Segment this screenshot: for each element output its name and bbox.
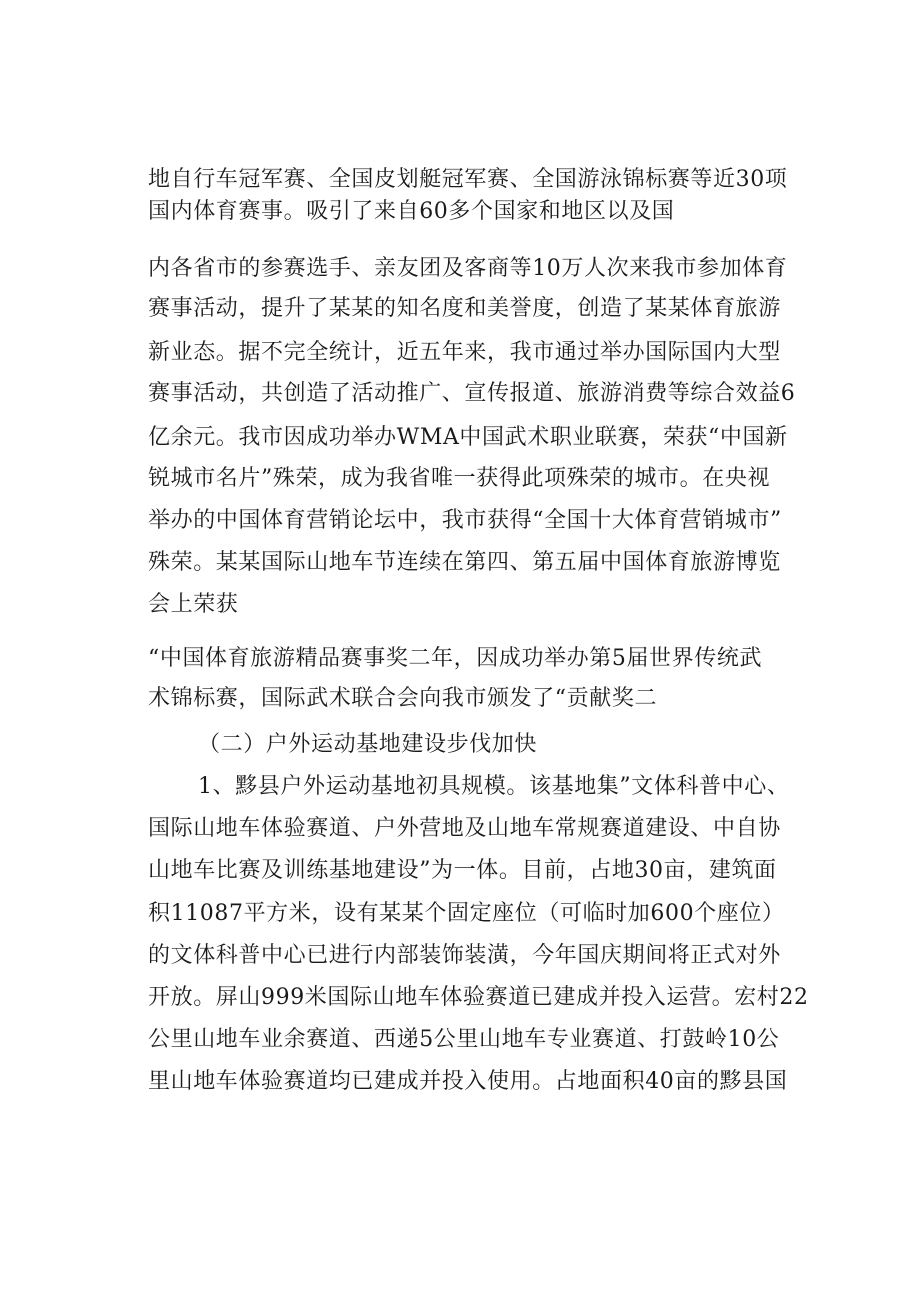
text-line-20: 开放。屏山999米国际山地车体验赛道已建成并投入运营。宏村22 (148, 985, 809, 1010)
text-line-13: 术锦标赛，国际武术联合会向我市颁发了“贡献奖二 (148, 686, 658, 711)
text-line-9: 举办的中国体育营销论坛中，我市获得“全国十大体育营销城市” (148, 508, 782, 533)
text-line-5: 新业态。据不完全统计，近五年来，我市通过举办国际国内大型 (148, 340, 781, 365)
text-line-7: 亿余元。我市因成功举办WMA中国武术职业联赛，荣获“中国新 (148, 425, 788, 450)
text-line-21: 公里山地车业余赛道、西递5公里山地车专业赛道、打鼓岭10公 (148, 1027, 780, 1052)
text-line-8: 锐城市名片”殊荣，成为我省唯一获得此项殊荣的城市。在央视 (148, 466, 771, 491)
section-heading: （二）户外运动基地建设步伐加快 (198, 732, 538, 757)
text-line-17: 山地车比赛及训练基地建设”为一体。目前，占地30亩，建筑面 (148, 858, 777, 883)
text-line-19: 的文体科普中心已进行内部装饰装潢，今年国庆期间将正式对外 (148, 943, 781, 968)
text-line-6: 赛事活动，共创造了活动推广、宣传报道、旅游消费等综合效益6 (148, 381, 796, 406)
text-line-16: 国际山地车体验赛道、户外营地及山地车常规赛道建设、中自协 (148, 816, 781, 841)
text-line-22: 里山地车体验赛道均已建成并投入使用。占地面积40亩的黟县国 (148, 1069, 788, 1094)
text-line-4: 赛事活动，提升了某某的知名度和美誉度，创造了某某体育旅游 (148, 296, 781, 321)
text-line-10: 殊荣。某某国际山地车节连续在第四、第五届中国体育旅游博览 (148, 550, 781, 575)
text-line-12: “中国体育旅游精品赛事奖二年，因成功举办第5届世界传统武 (148, 646, 763, 671)
text-line-15: 1、黟县户外运动基地初具规模。该基地集”文体科普中心、 (198, 774, 790, 799)
text-line-11: 会上荣获 (148, 592, 239, 617)
text-line-2: 国内体育赛事。吸引了来自60多个国家和地区以及国 (148, 199, 675, 224)
text-line-18: 积11087平方米，设有某某个固定座位（可临时加600个座位） (148, 901, 785, 926)
text-line-1: 地自行车冠军赛、全国皮划艇冠军赛、全国游泳锦标赛等近30项 (148, 167, 788, 192)
text-line-3: 内各省市的参赛选手、亲友团及客商等10万人次来我市参加体育 (148, 256, 788, 281)
